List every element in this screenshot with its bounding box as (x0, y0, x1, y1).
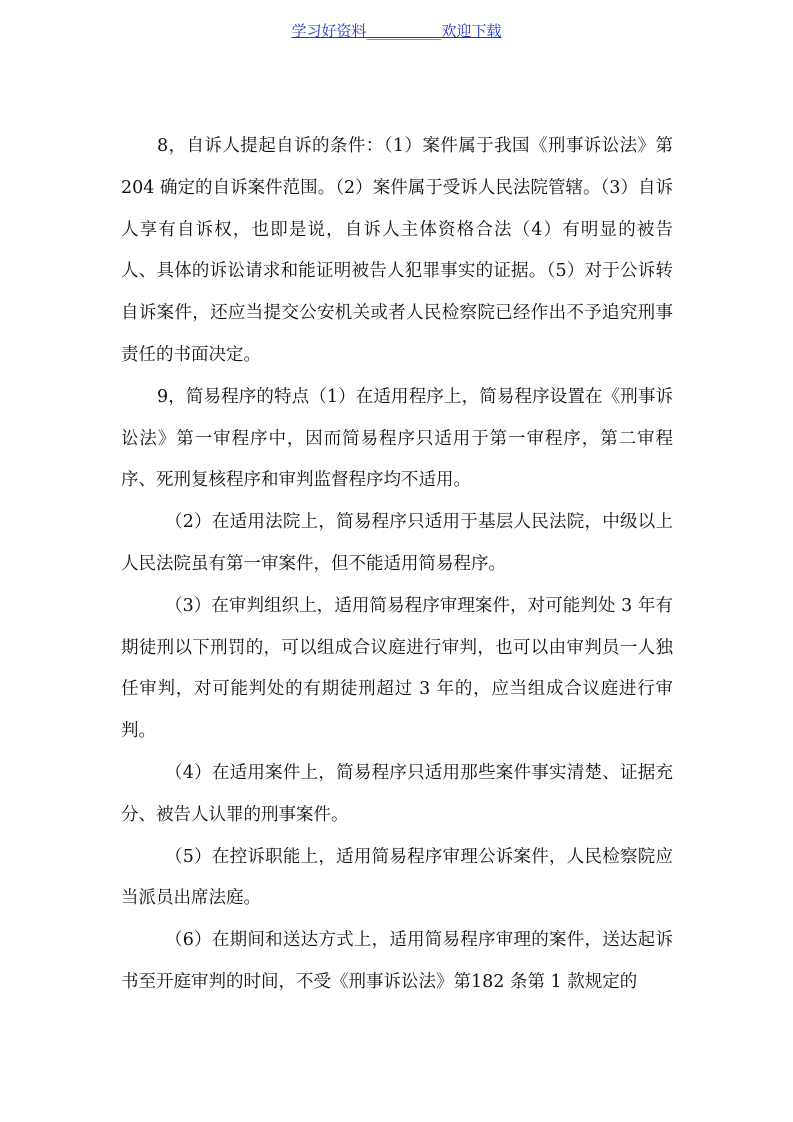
document-body (121, 126, 673, 1004)
header-right-text: 欢迎下载 (441, 22, 502, 40)
paragraph-applicable-cases: （4）在适用案件上，简易程序只适用那些案件事实清楚、证据充分、被告人认罪的刑事案件。 (121, 762, 673, 825)
header-separator: __________ (366, 22, 442, 40)
header-left-text: 学习好资料 (291, 22, 367, 40)
paragraph-period-and-service: （6）在期间和送达方式上，适用简易程序审理的案件，送达起诉书至开庭审判的时间，不受《刑事诉讼法》第182 条第 1 款规定的 (121, 930, 673, 992)
paragraph-prosecution-function: （5）在控诉职能上，适用简易程序审理公诉案件，人民检察院应当派员出席法庭。 (121, 846, 673, 909)
paragraph-trial-organization: （3）在审判组织上，适用简易程序审理案件，对可能判处 3 年有期徒刑以下刑罚的，可以组成合议庭进行审判，也可以由审判员一人独任审判，对可能判处的有期徒刑超过 3 年的，应当组成合议庭进行审判。 (121, 595, 673, 742)
paragraph-8-private-prosecution: 8，自诉人提起自诉的条件：（1）案件属于我国《刑事诉讼法》第 204 确定的自诉案件范围。（2）案件属于受诉人民法院管辖。（3）自诉人享有自诉权，也即是说，自诉人主体资格合法（4）有明显的被告人、具体的诉讼请求和能证明被告人犯罪事实的证据。（5）对于公诉转自诉案件，还应当提交公安机关或者人民检察院已经作出不予追究刑事责任的书面决定。 (121, 136, 673, 365)
paragraph-9-summary-procedure: 9，简易程序的特点（1）在适用程序上，简易程序设置在《刑事诉讼法》第一审程序中，因而简易程序只适用于第一审程序，第二审程序、死刑复核程序和审判监督程序均不适用。 (121, 386, 673, 491)
page-header[interactable] (0, 21, 793, 41)
paragraph-applicable-court: （2）在适用法院上，简易程序只适用于基层人民法院，中级以上人民法院虽有第一审案件，但不能适用简易程序。 (121, 512, 673, 574)
